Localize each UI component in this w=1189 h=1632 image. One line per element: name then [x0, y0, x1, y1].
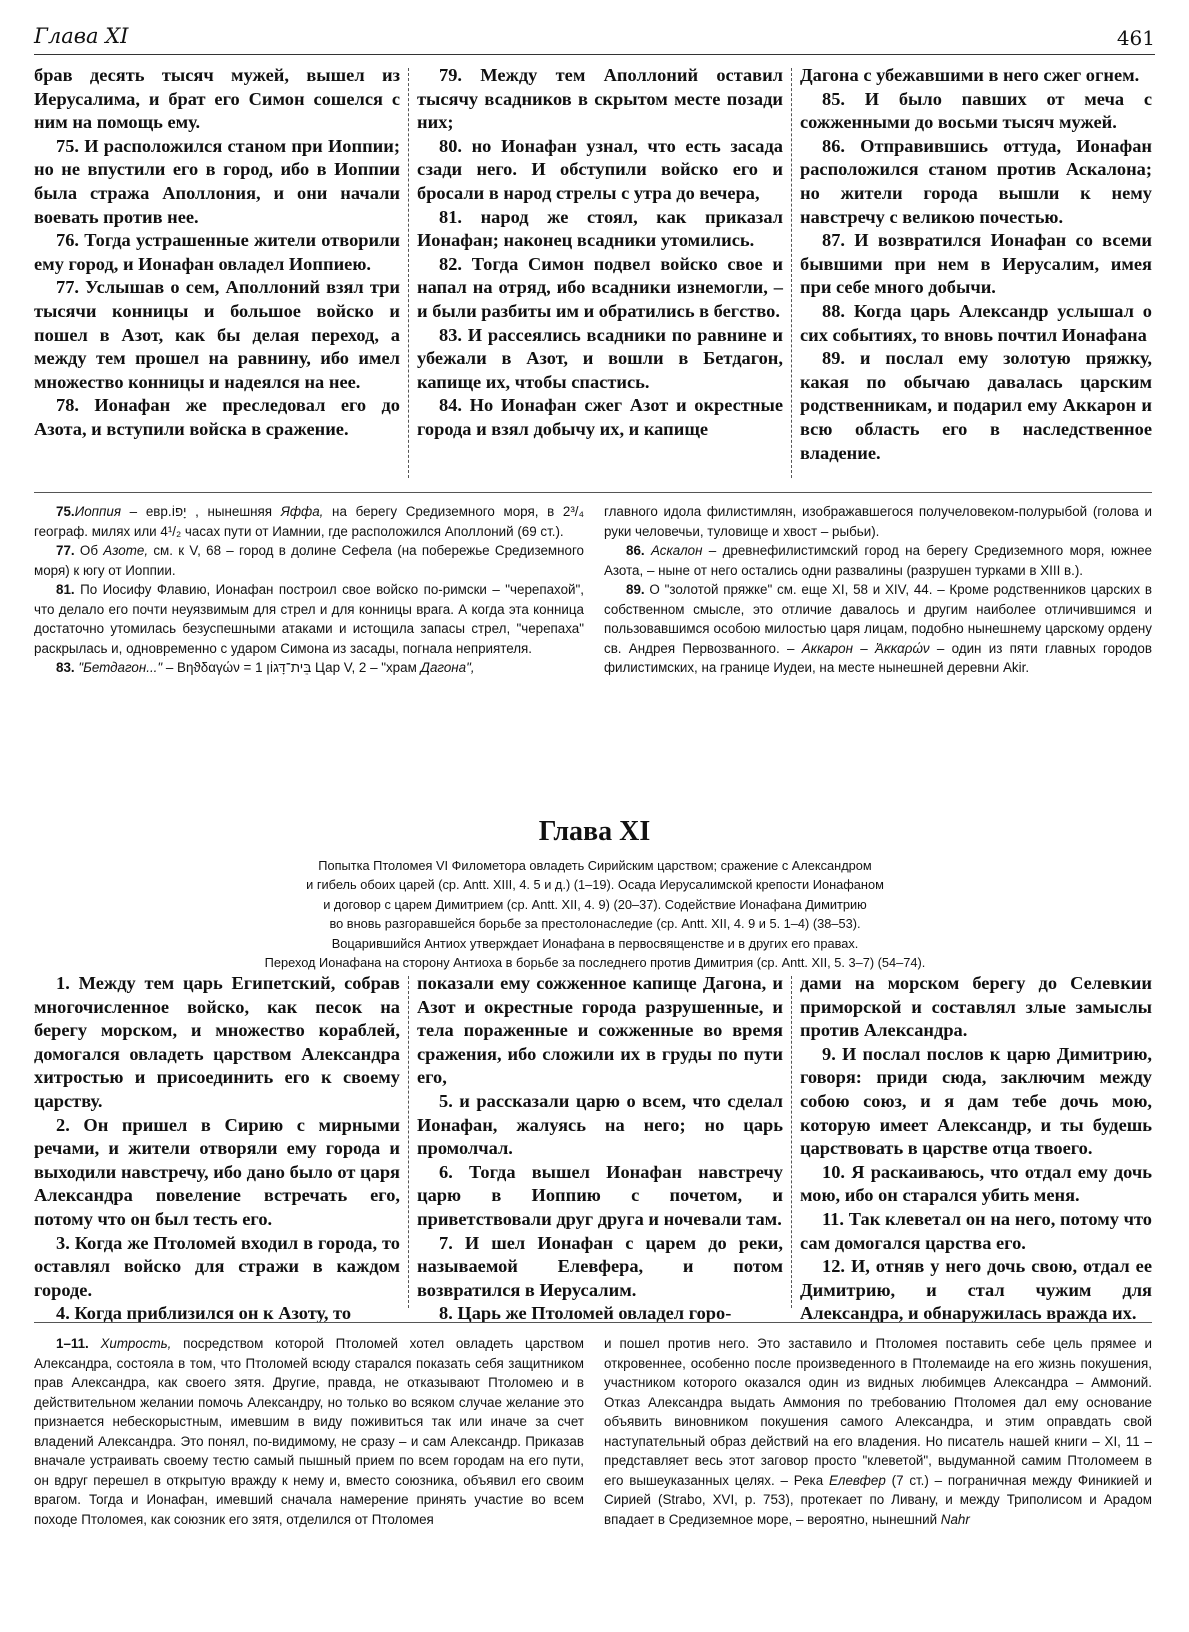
- footnote-text: – Βηϑδαγών = בֵּית־דָּגוֹן 1 Цар V, 2 – "храм: [162, 660, 421, 675]
- bottom-notes-column-1: [34, 1334, 584, 1529]
- footnote-text: (7 ст.) – пограничная между Финикией и Сирией (Strabo, XVI, p. 753), протекает по Ливану, и между Триполисом и Арадом впадает в Средиземное море, – вероятно, нынешний: [604, 1472, 1153, 1527]
- footnote-italic-text: Хитрость,: [100, 1336, 172, 1351]
- footnote: [604, 1334, 1152, 1529]
- verse-paragraph: 89. и послал ему золотую пряжку, какая по обычаю давалась царским родственникам, и подарил ему Аккарон и всю область его в наследственное владение.: [800, 348, 1152, 463]
- verse-paragraph: показали ему сожженное капище Дагона, и Азот и окрестные города разрушенные, и тела пораженные и сожженные во время сражения, ибо сложили их в груды по пути его,: [417, 973, 783, 1088]
- verse-paragraph: 4. Когда приблизился он к Азоту, то: [56, 1303, 352, 1324]
- top-text-column-3: [800, 64, 1152, 465]
- summary-line: Переход Ионафана на сторону Антиоха в борьбе за последнего против Димитрия (ср. Antt. XII, 5. 3–7) (54–74).: [264, 955, 926, 971]
- verse-paragraph: 8. Царь же Птоломей овладел горо-: [439, 1303, 732, 1324]
- footnote: [604, 580, 1152, 678]
- footnote-number: 89.: [626, 582, 645, 597]
- footnote-number: 83.: [56, 660, 75, 675]
- footnote-italic-text: Аскалон: [650, 543, 703, 558]
- verse-paragraph: 5. и рассказали царю о всем, что сделал Ионафан, жалуясь на него; но царь промолчал.: [417, 1090, 783, 1159]
- footnote-italic-text: Аккарон: [801, 640, 853, 656]
- verse-paragraph: 82. Тогда Симон подвел войско свое и напал на отряд, ибо всадники изнемогли, – и были разбиты им и обратились в бегство.: [417, 253, 783, 321]
- summary-line: и договор с царем Димитрием (ср. Antt. XII, 4. 9) (20–37). Содействие Ионафана Димитрию: [323, 896, 867, 912]
- footnote: [604, 502, 1152, 541]
- column-divider: [408, 976, 409, 1308]
- verse-paragraph: 83. И рассеялись всадники по равнине и убежали в Азот, и вошли в Бетдагон, капище их, чтобы спастись.: [417, 324, 783, 392]
- verse-paragraph: 6. Тогда вышел Ионафан навстречу царю в Иоппию с почетом, и приветствовали друг друга и ночевали там.: [417, 1161, 783, 1229]
- verse-paragraph: 75. И расположился станом при Иоппии; но не впустили его в город, ибо в Иоппии была стража Аполлония, и они начали воевать против нее.: [34, 135, 400, 227]
- verse-paragraph: 1. Между тем царь Египетский, собрав многочисленное войско, как песок на берегу морском, и множество кораблей, домогался овладеть царством Александра хитростью и присоединить его к своему царству.: [34, 973, 400, 1111]
- verse-paragraph: 2. Он пришел в Сирию с мирными речами, и жители отворяли ему города и выходили навстречу, ибо дано было от царя Александра повеление встречать его, потому что он был тесть его.: [34, 1114, 400, 1229]
- column-divider: [408, 68, 409, 478]
- chapter-summary: [160, 856, 1030, 972]
- verse-paragraph: 12. И, отняв у него дочь свою, отдал ее Димитрию, и стал чужим для Александра, и обнаружилась вражда их.: [800, 1256, 1152, 1324]
- verse-paragraph: 9. И послал послов к царю Димитрию, говоря: приди сюда, заключим между собою союз, и я дам тебе дочь мою, которую имеет Александр, и ты будешь царствовать в царстве отца твоего.: [800, 1043, 1152, 1159]
- footnote-number: 75.: [56, 504, 75, 519]
- footnote-text: главного идола филистимлян, изображавшегося получеловеком-полурыбой (голова и руки человечьи, туловище и хвост – рыбьи).: [604, 504, 1152, 539]
- verse-paragraph: 7. И шел Ионафан с царем до реки, называемой Елевфера, и потом возвратился в Иерусалим.: [417, 1232, 783, 1300]
- footnote: [34, 541, 584, 580]
- footnote-italic-text: Яффа,: [280, 504, 324, 519]
- verse-paragraph: 80. но Ионафан узнал, что есть засада сзади него. И обступили войско его и бросали в народ стрелы с утра до вечера,: [417, 135, 783, 203]
- running-head-title: Глава XI: [34, 24, 129, 48]
- footnote-text: на берегу Средиземного моря, в 2³/₄ географ. милях или 4¹/₂ часах пути от Иамнии, где расположился Аполлоний (69 ст.).: [34, 504, 584, 539]
- bottom-text-column-1: [34, 972, 400, 1326]
- footnote-text: [89, 1336, 101, 1351]
- verse-paragraph: 88. Когда царь Александр услышал о сих событиях, то вновь почтил Ионафана: [800, 300, 1152, 345]
- summary-line: Попытка Птоломея VI Филометора овладеть Сирийским царством; сражение с Александром: [318, 858, 872, 873]
- footnote-text: – древнефилистимский город на берегу Средиземного моря, южнее Азота, – ныне от него остались одни развалины (разрушен турками в XIII в.).: [604, 543, 1152, 578]
- notes-separator: [34, 492, 1152, 493]
- summary-line: Воцарившийся Антиох утверждает Ионафана в первосвященстве и в других его правах.: [331, 935, 859, 951]
- verse-paragraph: брав десять тысяч мужей, вышел из Иерусалима, и брат его Симон сошелся с ним на помощь ему.: [34, 65, 400, 133]
- bottom-text-column-3: [800, 972, 1152, 1326]
- top-notes-column-1: [34, 502, 584, 678]
- verse-paragraph: 3. Когда же Птоломей входил в города, то оставлял войско для стражи в каждом городе.: [34, 1232, 400, 1300]
- notes-separator: [34, 1322, 1152, 1323]
- verse-paragraph: 87. И возвратился Ионафан со всеми бывшими при нем в Иерусалим, имея при себе много добычи.: [800, 230, 1152, 298]
- footnote-text: Об: [74, 543, 104, 558]
- footnote-text: посредством которой Птоломей хотел овладеть царством Александра, состояла в том, что Птоломей всюду старался показать себя защитником прав Александра, как своего зятя. Другие, правда, не отказывают Птоломею и в действительном желании помочь Александру, но только во всяком случае желание это признается небескорыстным, имевшим в виду поживиться так или иначе за счет владений Александра. Это понял, по-видимому, не сразу – и сам Александр. Приказав вначале устраивать своему тестю самый пышный прием по всем городам на его пути, он вдруг перешел в открытую вражду к нему и, вместо союзника, объявил его своим врагом. Тогда и Ионафан, имевший сначала намерение принять участие во всем походе Птоломея, как союзник его зятя, отделился от Птоломея: [34, 1336, 584, 1527]
- footnote-italic-text: Nahr: [940, 1511, 970, 1527]
- footnote-text: – один из пяти главных городов филистимских, на границе Иудеи, на месте нынешней деревни Akir.: [604, 640, 1152, 675]
- verse-paragraph: 11. Так клеветал он на него, потому что сам домогался царства его.: [800, 1208, 1152, 1253]
- footnote-text: – евр.יָפוֹ , нынешняя: [121, 504, 281, 519]
- footnote-text: см. к V, 68 – город в долине Сефела (на побережье Средиземного моря) к югу от Иоппии.: [34, 543, 584, 578]
- footnote-italic-text: "Бетдагон...": [74, 660, 163, 675]
- footnote: [34, 658, 584, 678]
- footnote-number: 1–11.: [56, 1336, 89, 1351]
- column-divider: [791, 976, 792, 1308]
- verse-paragraph: 79. Между тем Аполлоний оставил тысячу всадников в скрытом месте позади них;: [417, 65, 783, 133]
- top-notes-column-2: [604, 502, 1152, 678]
- footnote-italic-text: Дагона",: [420, 660, 475, 675]
- footnote: [34, 580, 584, 658]
- footnote-number: 86.: [626, 543, 645, 558]
- bottom-text-column-2: [417, 972, 783, 1326]
- column-divider: [791, 68, 792, 478]
- summary-line: и гибель обоих царей (ср. Antt. XIII, 4. 5 и д.) (1–19). Осада Иерусалимской крепости Ионафаном: [306, 877, 884, 893]
- top-text-column-2: [417, 64, 783, 442]
- verse-paragraph: дами на морском берегу до Селевкии приморской и составлял злые замыслы против Александра.: [800, 973, 1152, 1041]
- verse-paragraph: Дагона с убежавшими в него сжег огнем.: [800, 65, 1140, 85]
- footnote-number: 77.: [56, 543, 75, 558]
- footnote: [34, 502, 584, 541]
- footnote-number: 81.: [56, 582, 75, 597]
- footnote-text: По Иосифу Флавию, Ионафан построил свое войско по-римски – "черепахой", что делало его почти неуязвимым для стрел и для конницы врага. А когда эта конница достаточно утомилась безуспешными атаками и истощила запасы стрел, "черепаха" раскрылась и, одновременно с ударом Симона из засады, погнала неприятеля.: [34, 582, 584, 656]
- footnote-text: О "золотой пряжке" см. еще XI, 58 и XIV, 44. – Кроме родственников царских в собственном смысле, это отличие давалось и другим наиболее отличившимся и пользовавшимся особою милостью царя лицам, подобно нынешнему царскому ордену св. Андрея Первозванного. –: [604, 582, 1152, 656]
- top-text-column-1: [34, 64, 400, 442]
- footnote-italic-text: Азоте,: [103, 543, 149, 558]
- page-number: 461: [1116, 26, 1155, 50]
- footnote-italic-text: Елевфер: [828, 1472, 886, 1488]
- bottom-notes-column-2: [604, 1334, 1152, 1529]
- verse-paragraph: 81. народ же стоял, как приказал Ионафан; наконец всадники утомились.: [417, 206, 783, 251]
- verse-paragraph: 10. Я раскаиваюсь, что отдал ему дочь мою, ибо он старался убить меня.: [800, 1161, 1152, 1206]
- footnote-italic-text: Ἀκκαρών: [875, 640, 930, 656]
- footnote-text: –: [853, 640, 876, 656]
- footnote-text: и пошел против него. Это заставило и Птоломея поставить себе цель прямее и откровеннее, особенно после произведенного в Птолемаиде на его жизнь покушения, участником которого оказался один из видных любимцев Александра – Аммоний. Отказ Александра выдать Аммония по требованию Птоломея дал ему основание объявить виновником покушения самого Александра, и этим оправдать свой наступательный образ действий на его владения. Но писатель нашей книги – XI, 11 – представляет весь этот заговор просто "клеветой", выдуманной самим Птоломеем в его вышеуказанных целях. – Река: [604, 1336, 1152, 1488]
- verse-paragraph: 78. Ионафан же преследовал его до Азота, и вступили войска в сражение.: [34, 395, 400, 439]
- footnote: [604, 541, 1152, 580]
- summary-line: во вновь разгоравшейся борьбе за престолонаследие (ср. Antt. XII, 4. 9 и 5. 1–4) (38–53).: [329, 916, 861, 932]
- verse-paragraph: 84. Но Ионафан сжег Азот и окрестные города и взял добычу их, и капище: [417, 395, 783, 439]
- verse-paragraph: 85. И было павших от меча с сожженными до восьми тысяч мужей.: [800, 88, 1152, 133]
- footnote: [34, 1334, 584, 1529]
- footnote-italic-text: Иоппия: [74, 504, 121, 519]
- verse-paragraph: 86. Отправившись оттуда, Ионафан расположился станом против Аскалона; но жители города вышли к нему навстречу с великою почестью.: [800, 135, 1152, 227]
- running-head: [34, 24, 1155, 55]
- verse-paragraph: 76. Тогда устрашенные жители отворили ему город, и Ионафан овладел Иоппиею.: [34, 230, 400, 274]
- verse-paragraph: 77. Услышав о сем, Аполлоний взял три тысячи конницы и большое войско и пошел в Азот, как бы делая переход, а между тем прошел на равнину, ибо имел множество конницы и надеялся на нее.: [34, 277, 400, 392]
- chapter-title: Глава XI: [538, 816, 651, 847]
